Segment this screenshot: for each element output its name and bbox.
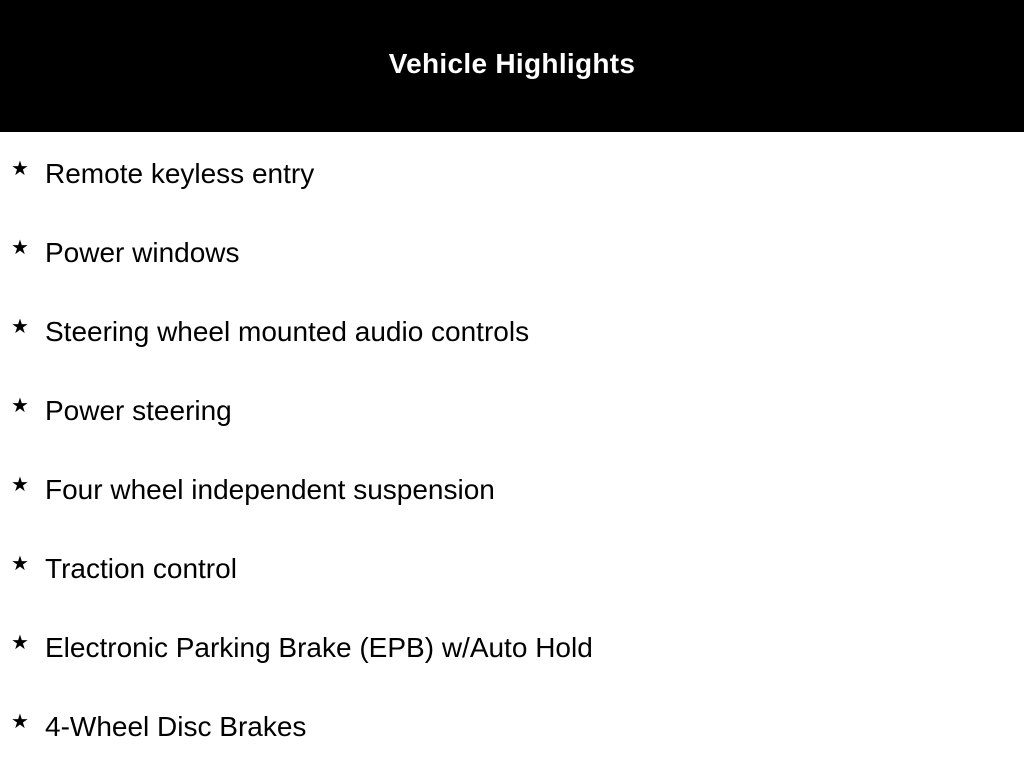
page-title: Vehicle Highlights: [388, 48, 636, 79]
highlight-label: 4-Wheel Disc Brakes: [45, 711, 307, 742]
highlight-label: Steering wheel mounted audio controls: [45, 316, 530, 347]
header: [0, 0, 1024, 132]
star-icon: ★: [11, 156, 29, 180]
star-icon: ★: [11, 235, 29, 259]
star-icon: ★: [11, 393, 29, 417]
star-icon: ★: [11, 551, 29, 575]
star-icon: ★: [11, 314, 29, 338]
star-icon: ★: [11, 709, 29, 733]
highlight-label: Remote keyless entry: [45, 158, 315, 189]
highlight-label: Power windows: [45, 237, 240, 268]
highlight-label: Electronic Parking Brake (EPB) w/Auto Hold: [45, 632, 593, 663]
highlight-label: Power steering: [45, 395, 232, 426]
highlight-label: Traction control: [45, 553, 237, 584]
star-icon: ★: [11, 472, 29, 496]
star-icon: ★: [11, 630, 29, 654]
highlight-label: Four wheel independent suspension: [45, 474, 495, 505]
highlights-list: [0, 132, 1024, 768]
